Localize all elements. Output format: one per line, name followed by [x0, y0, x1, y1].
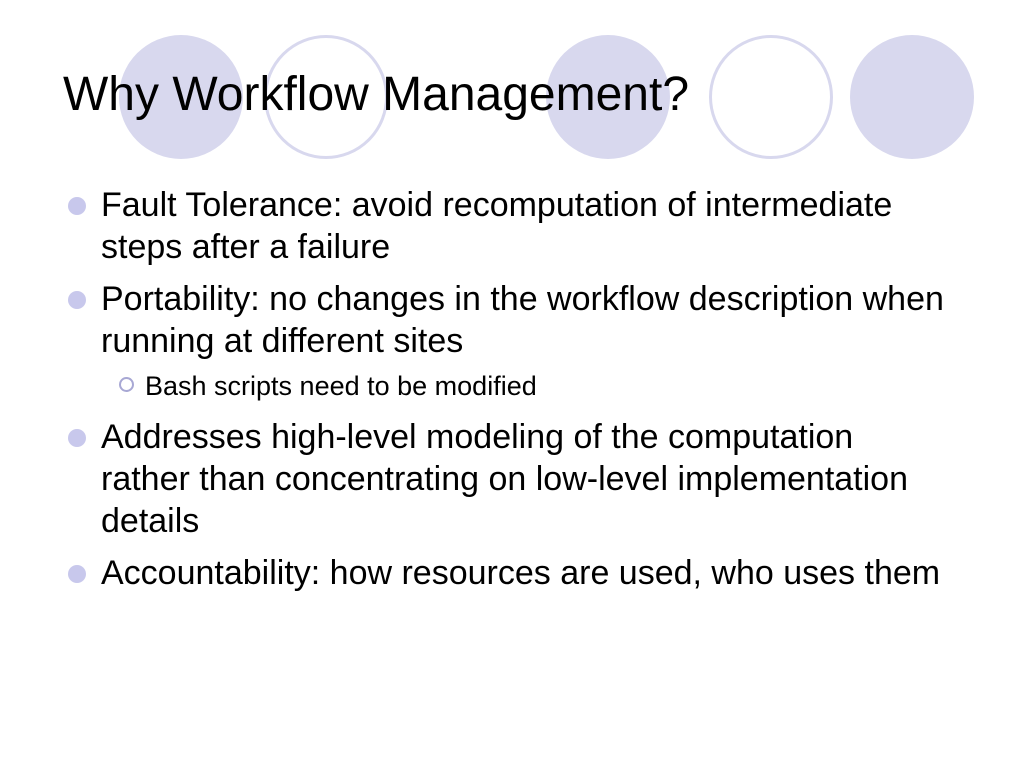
bullet-item: [66, 416, 946, 542]
bullet-dot-icon: [68, 565, 86, 583]
bullet-list: [66, 184, 946, 604]
bullet-item: [66, 184, 946, 268]
bullet-text: Fault Tolerance: avoid recomputation of intermediate steps after a failure: [101, 186, 893, 266]
bullet-text: Accountability: how resources are used, who uses them: [101, 554, 941, 592]
bullet-text: Portability: no changes in the workflow description when running at different sites: [101, 280, 944, 360]
decorative-circle-outline: [709, 35, 833, 159]
bullet-dot-icon: [68, 291, 86, 309]
hollow-circle-icon: [119, 377, 134, 392]
bullet-item: [66, 278, 946, 362]
bullet-text: Addresses high-level modeling of the computation rather than concentrating on low-level implementation details: [101, 418, 909, 540]
bullet-dot-icon: [68, 429, 86, 447]
slide-title: Why Workflow Management?: [63, 68, 690, 121]
decorative-circle-filled: [850, 35, 974, 159]
sub-bullet-text: Bash scripts need to be modified: [145, 371, 537, 401]
bullet-dot-icon: [68, 197, 86, 215]
sub-bullet-item: [66, 368, 946, 404]
bullet-item: [66, 552, 946, 594]
